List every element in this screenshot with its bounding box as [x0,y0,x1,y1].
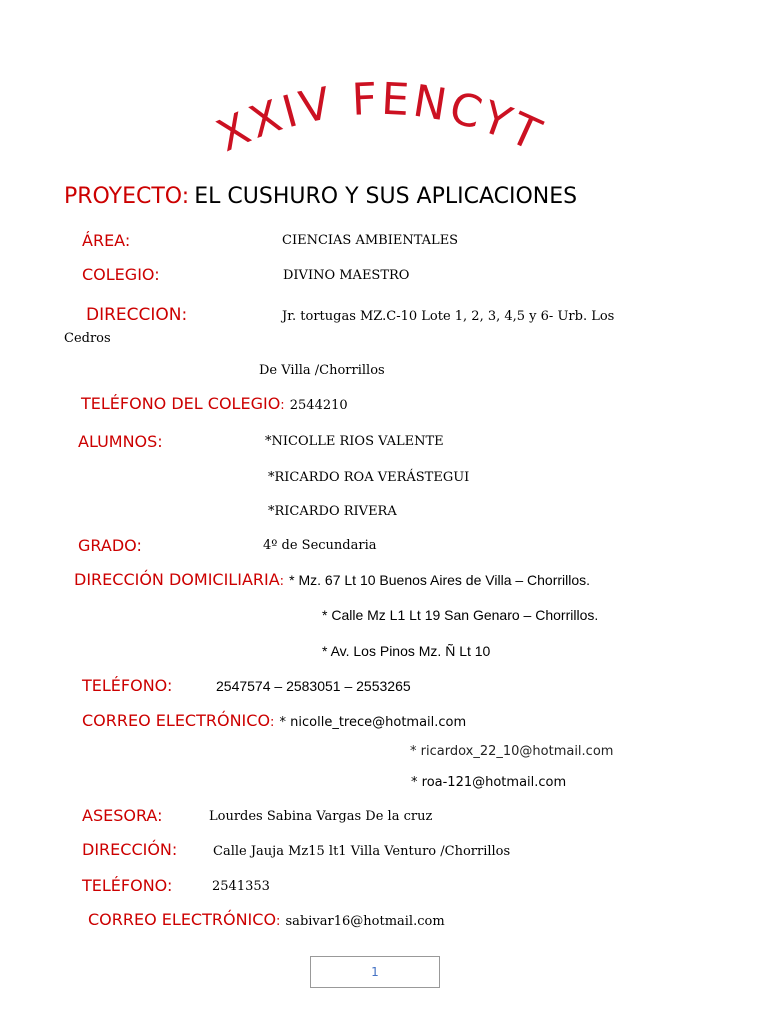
direccion-line3: De Villa /Chorrillos [259,363,385,378]
correo-asesora-colon: : [276,914,281,929]
proyecto-value: EL CUSHURO Y SUS APLICACIONES [194,184,578,209]
domicilio-item: * Calle Mz L1 Lt 19 San Genaro – Chorrillos. [322,607,599,623]
correo-asesora-row [88,910,445,929]
wordart-title-text: XXIV FENCYT [209,80,551,163]
correo-asesora-label: CORREO ELECTRÓNICO [88,910,277,929]
direccion-label: DIRECCION: [86,305,188,325]
alumno-item: *RICARDO ROA VERÁSTEGUI [268,470,470,485]
area-label: ÁREA: [82,231,131,250]
colegio-label: COLEGIO: [82,265,160,284]
telefono-asesora-value: 2541353 [212,879,270,894]
alumno-item: *NICOLLE RIOS VALENTE [265,434,444,449]
domicilio-item: * Av. Los Pinos Mz. Ñ Lt 10 [322,643,491,659]
grado-label: GRADO: [78,536,142,555]
asesora-label: ASESORA: [82,806,163,825]
direccion-line2: Cedros [64,331,111,346]
telefono-colegio-row [81,394,348,413]
telefono-colegio-label: TELÉFONO DEL COLEGIO [81,394,281,413]
email-item: * roa-121@hotmail.com [411,775,567,790]
telefono-colegio-colon: : [280,398,285,413]
direccion-line1: Jr. tortugas MZ.C-10 Lote 1, 2, 3, 4,5 y 6- Urb. Los [282,309,615,324]
telefono-alumnos-label: TELÉFONO: [82,676,173,695]
direccion-domiciliaria-label: DIRECCIÓN DOMICILIARIA [74,570,280,589]
telefono-colegio-value: 2544210 [289,398,348,413]
telefono-alumnos-value: 2547574 – 2583051 – 2553265 [216,678,411,694]
alumno-item: *RICARDO RIVERA [268,504,397,519]
direccion-domiciliaria-colon: : [279,574,285,589]
correo-asesora-value: sabivar16@hotmail.com [285,914,445,929]
page-number: 1 [371,965,379,979]
proyecto-label: PROYECTO: [64,184,190,209]
alumnos-label: ALUMNOS: [78,432,163,451]
email-item: * ricardox_22_10@hotmail.com [410,744,614,759]
direccion-domiciliaria-row [74,570,590,589]
telefono-asesora-label: TELÉFONO: [82,876,173,895]
direccion-asesora-value: Calle Jauja Mz15 lt1 Villa Venturo /Chorrillos [213,844,511,859]
correo-alumnos-row [82,711,466,730]
area-value: CIENCIAS AMBIENTALES [282,233,459,248]
proyecto-row [64,184,577,209]
domicilio-item: * Mz. 67 Lt 10 Buenos Aires de Villa – Chorrillos. [289,572,591,588]
colegio-value: DIVINO MAESTRO [283,268,410,283]
wordart-title [200,80,560,170]
direccion-asesora-label: DIRECCIÓN: [82,840,178,859]
email-item: * nicolle_trece@hotmail.com [279,715,467,730]
page-number-box [310,956,440,988]
asesora-value: Lourdes Sabina Vargas De la cruz [209,809,433,824]
correo-alumnos-label: CORREO ELECTRÓNICO [82,711,271,730]
grado-value: 4º de Secundaria [263,538,377,553]
correo-alumnos-colon: : [270,715,275,730]
